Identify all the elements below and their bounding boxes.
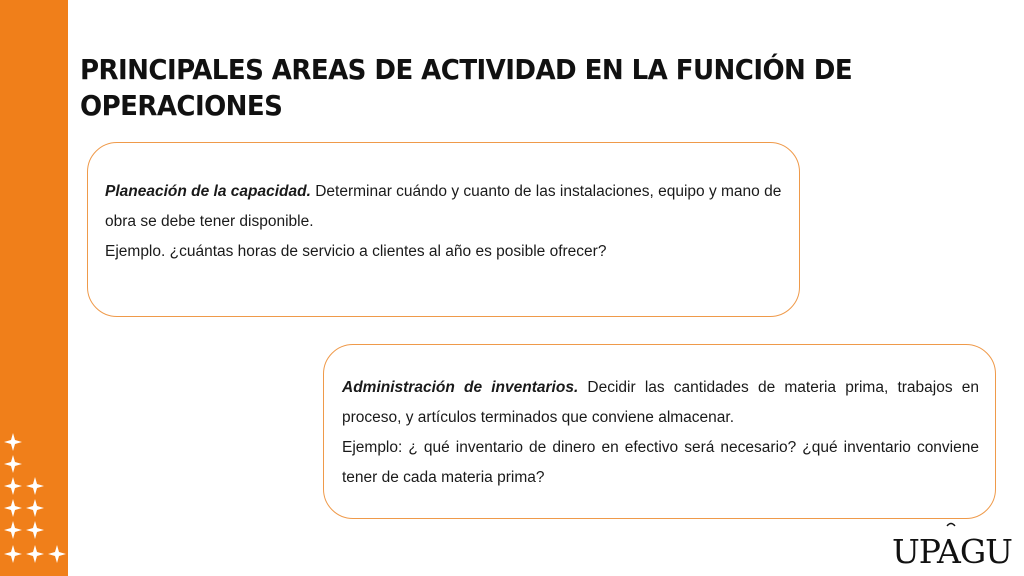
capacity-planning-text: Determinar cuándo y cuanto de las instalaciones, equipo y mano de obra se debe tener disponible. [105, 183, 782, 230]
inventory-management-example: Ejemplo: ¿ qué inventario de dinero en efectivo será necesario? ¿qué inventario conviene tener de cada materia prima? [342, 439, 979, 486]
sparkle-decoration-icon [0, 430, 68, 576]
logo-text: UPAGU [892, 532, 1012, 571]
slide-title: PRINCIPALES AREAS DE ACTIVIDAD EN LA FUNCIÓN DE OPERACIONES [80, 53, 853, 122]
logo-accent-icon [947, 524, 955, 527]
upagu-logo [890, 522, 1024, 576]
inventory-management-text: Decidir las cantidades de materia prima, trabajos en proceso, y artículos terminados que conviene almacenar. [342, 379, 979, 426]
capacity-planning-definition [105, 177, 783, 237]
inventory-management-heading: Administración de inventarios. [342, 379, 579, 396]
capacity-planning-card [87, 142, 800, 317]
capacity-planning-heading: Planeación de la capacidad. [105, 183, 311, 200]
orange-sidebar [0, 0, 68, 576]
inventory-management-definition [342, 373, 979, 433]
inventory-management-card [323, 344, 996, 519]
capacity-planning-example: Ejemplo. ¿cuántas horas de servicio a clientes al año es posible ofrecer? [105, 243, 607, 260]
